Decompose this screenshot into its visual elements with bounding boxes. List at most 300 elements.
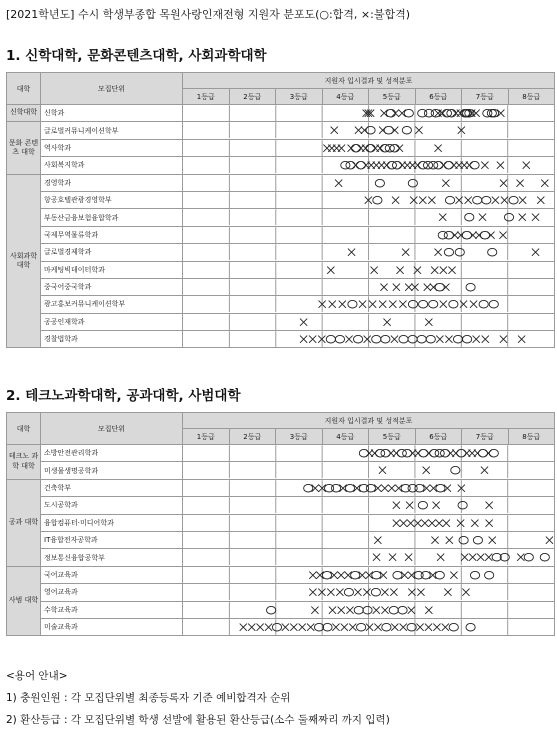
fail-mark [487, 231, 494, 238]
fail-mark [345, 571, 352, 578]
fail-mark [327, 266, 334, 273]
fail-mark [433, 502, 440, 509]
pass-mark [380, 144, 389, 152]
fail-mark [369, 301, 376, 308]
fail-mark [440, 301, 447, 308]
fail-mark [380, 571, 387, 578]
distribution-cell [183, 601, 555, 618]
dept-cell: 미생물생명공학과 [41, 462, 183, 479]
dept-cell: 도시공학과 [41, 497, 183, 514]
fail-mark [330, 571, 337, 578]
table-row [7, 105, 555, 122]
fail-mark [374, 484, 381, 491]
pass-mark [385, 144, 394, 152]
fail-mark [399, 301, 406, 308]
pass-mark [426, 335, 435, 343]
pass-mark [431, 109, 440, 117]
pass-mark [402, 127, 411, 135]
mark-strip [183, 331, 554, 347]
mark-strip [183, 549, 554, 565]
table-row [7, 531, 555, 548]
pass-mark [445, 196, 454, 204]
header-grade: 4등급 [322, 429, 369, 445]
fail-mark [424, 284, 431, 291]
fail-mark [300, 318, 307, 325]
table-row [7, 514, 555, 531]
pass-mark [438, 231, 447, 239]
fail-mark [388, 484, 395, 491]
pass-mark [331, 484, 340, 492]
fail-mark [463, 450, 470, 457]
table-row [7, 445, 555, 462]
header-college: 대학 [7, 413, 41, 445]
fail-mark [379, 301, 386, 308]
pass-mark [418, 162, 427, 170]
fail-mark [389, 554, 396, 561]
fail-mark [393, 284, 400, 291]
fail-mark [460, 301, 467, 308]
fail-mark [423, 467, 430, 474]
pass-mark [492, 554, 501, 562]
pass-mark [389, 606, 398, 614]
fail-mark [362, 162, 369, 169]
fail-mark [433, 624, 440, 631]
pass-mark [351, 571, 360, 579]
fail-mark [372, 144, 379, 151]
dept-cell: 신학과 [41, 105, 183, 122]
table-row [7, 157, 555, 174]
fail-mark [329, 606, 336, 613]
dept-cell: 항공호텔관광경영학부 [41, 191, 183, 208]
fail-mark [436, 519, 443, 526]
fail-mark [390, 589, 397, 596]
pass-mark [504, 214, 513, 222]
distribution-cell [183, 331, 555, 348]
fail-mark [431, 266, 438, 273]
header-grade: 2등급 [229, 89, 276, 105]
pass-mark [351, 144, 360, 152]
college-cell: 테크노 과학 대학 [7, 445, 41, 480]
pass-mark [314, 623, 323, 631]
table-row [7, 174, 555, 191]
fail-mark [404, 162, 411, 169]
pass-mark [447, 109, 456, 117]
dept-cell: 공공인재학과 [41, 313, 183, 330]
pass-mark [455, 249, 464, 257]
fail-mark [541, 179, 548, 186]
mark-strip [183, 619, 554, 635]
fail-mark [500, 179, 507, 186]
pass-mark [384, 127, 393, 135]
pass-mark [414, 571, 423, 579]
pass-mark [372, 571, 381, 579]
fail-mark [359, 301, 366, 308]
pass-mark [344, 589, 353, 597]
fail-mark [442, 179, 449, 186]
pass-mark [341, 162, 350, 170]
fail-mark [391, 127, 398, 134]
fail-mark [327, 589, 334, 596]
fail-mark [458, 127, 465, 134]
table-row [7, 244, 555, 261]
pass-mark [444, 231, 453, 239]
fail-mark [430, 284, 437, 291]
pass-mark [429, 162, 438, 170]
header-grade: 7등급 [462, 429, 509, 445]
fail-mark [450, 162, 457, 169]
fail-mark [414, 450, 421, 457]
fail-mark [329, 301, 336, 308]
mark-strip [183, 140, 554, 156]
fail-mark [387, 450, 394, 457]
distribution-table-2 [6, 412, 555, 636]
dept-cell: 역사학과 [41, 139, 183, 156]
fail-mark [361, 127, 368, 134]
pass-mark [272, 623, 281, 631]
dept-cell: 영어교육과 [41, 584, 183, 601]
pass-mark [458, 502, 467, 510]
fail-mark [380, 110, 387, 117]
pass-mark [421, 571, 430, 579]
dept-cell: 마케팅빅데이터학과 [41, 261, 183, 278]
mark-strip [183, 314, 554, 330]
fail-mark [481, 467, 488, 474]
mark-strip [183, 122, 554, 138]
pass-mark [485, 571, 494, 579]
pass-mark [373, 196, 382, 204]
fail-mark [377, 144, 384, 151]
pass-mark [451, 467, 460, 475]
dept-cell: 소방안전관리학과 [41, 445, 183, 462]
header-distribution: 지원자 입시결과 및 성적분포 [183, 413, 555, 429]
fail-mark [445, 336, 452, 343]
pass-mark [489, 301, 498, 309]
fail-mark [461, 162, 468, 169]
pass-mark [393, 571, 402, 579]
pass-mark [435, 571, 444, 579]
pass-mark [401, 484, 410, 492]
distribution-cell [183, 479, 555, 496]
fail-mark [337, 571, 344, 578]
header-grade: 1등급 [183, 429, 230, 445]
table-row [7, 278, 555, 295]
pass-mark [463, 109, 472, 117]
fail-mark [440, 162, 447, 169]
pass-mark [323, 623, 332, 631]
pass-mark [399, 335, 408, 343]
fail-mark [461, 554, 468, 561]
fail-mark [341, 624, 348, 631]
fail-mark [362, 144, 369, 151]
fail-mark [381, 606, 388, 613]
fail-mark [436, 336, 443, 343]
fail-mark [309, 589, 316, 596]
mark-strip [183, 296, 554, 312]
mark-strip [183, 279, 554, 295]
header-grade: 8등급 [508, 89, 555, 105]
college-cell: 공과 대학 [7, 479, 41, 566]
fail-mark [345, 336, 352, 343]
pass-mark [473, 536, 482, 544]
glossary-line-2: 2) 환산등급 : 각 모집단위별 학생 선발에 활용된 환산등급(소수 둘째짜리 까지 입력) [6, 714, 390, 726]
mark-strip [183, 105, 554, 121]
pass-mark [434, 162, 443, 170]
fail-mark [365, 110, 372, 117]
fail-mark [428, 197, 435, 204]
fail-mark [519, 197, 526, 204]
pass-mark [435, 449, 444, 457]
fail-mark [468, 110, 475, 117]
fail-mark [400, 624, 407, 631]
pass-mark [509, 196, 518, 204]
table-row [7, 313, 555, 330]
fail-mark [349, 624, 356, 631]
fail-mark [408, 606, 415, 613]
fail-mark [309, 571, 316, 578]
pass-mark [463, 335, 472, 343]
fail-mark [392, 197, 399, 204]
fail-mark [485, 554, 492, 561]
fail-mark [501, 197, 508, 204]
pass-mark [387, 162, 396, 170]
fail-mark [364, 336, 371, 343]
fail-mark [323, 144, 330, 151]
fail-mark [457, 110, 464, 117]
header-grade: 3등급 [276, 89, 323, 105]
dept-cell: 미술교육과 [41, 618, 183, 635]
fail-mark [368, 162, 375, 169]
header-grade: 4등급 [322, 89, 369, 105]
fail-mark [546, 537, 553, 544]
dept-cell: 글로벌커뮤니케이션학부 [41, 122, 183, 139]
glossary-line-1: 1) 충원인원 : 각 모집단위별 최종등록자 기준 예비합격자 순위 [6, 692, 291, 704]
dept-cell: 사회복지학과 [41, 157, 183, 174]
dept-cell: 수학교육과 [41, 601, 183, 618]
pass-mark [363, 606, 372, 614]
fail-mark [469, 450, 476, 457]
fail-mark [331, 127, 338, 134]
fail-mark [473, 336, 480, 343]
fail-mark [437, 554, 444, 561]
fail-mark [470, 301, 477, 308]
pass-mark [392, 162, 401, 170]
fail-mark [435, 144, 442, 151]
mark-strip [183, 157, 554, 173]
table-row [7, 261, 555, 278]
fail-mark [398, 110, 405, 117]
pass-mark [435, 283, 444, 291]
fail-mark [450, 571, 457, 578]
table-row [7, 139, 555, 156]
distribution-cell [183, 514, 555, 531]
fail-mark [410, 197, 417, 204]
fail-mark [319, 484, 326, 491]
fail-mark [425, 450, 432, 457]
dept-cell: 국제무역물류학과 [41, 226, 183, 243]
distribution-cell [183, 139, 555, 156]
mark-strip [183, 584, 554, 600]
fail-mark [366, 624, 373, 631]
pass-mark [444, 162, 453, 170]
distribution-cell [183, 209, 555, 226]
fail-mark [518, 336, 525, 343]
fail-mark [451, 231, 458, 238]
pass-mark [403, 449, 412, 457]
fail-mark [307, 624, 314, 631]
fail-mark [414, 266, 421, 273]
distribution-cell [183, 122, 555, 139]
pass-mark [429, 301, 438, 309]
mark-strip [183, 567, 554, 583]
pass-mark [480, 231, 489, 239]
mark-strip [183, 515, 554, 531]
header-dept: 모집단위 [41, 413, 183, 445]
fail-mark [448, 266, 455, 273]
fail-mark [479, 214, 486, 221]
fail-mark [391, 624, 398, 631]
fail-mark [477, 554, 484, 561]
fail-mark [300, 336, 307, 343]
dept-cell: 정보통신융합공학부 [41, 549, 183, 566]
fail-mark [430, 484, 437, 491]
fail-mark [383, 318, 390, 325]
fail-mark [519, 214, 526, 221]
pass-mark [460, 109, 469, 117]
fail-mark [332, 624, 339, 631]
pass-mark [354, 606, 363, 614]
pass-mark [356, 162, 365, 170]
pass-mark [430, 449, 439, 457]
fail-mark [378, 162, 385, 169]
fail-mark [474, 450, 481, 457]
fail-mark [353, 484, 360, 491]
pass-mark [482, 196, 491, 204]
pass-mark [473, 196, 482, 204]
fail-mark [352, 162, 359, 169]
fail-mark [446, 537, 453, 544]
fail-mark [401, 571, 408, 578]
mark-strip [183, 602, 554, 618]
pass-mark [366, 127, 375, 135]
distribution-cell [183, 566, 555, 583]
mark-strip [183, 175, 554, 191]
distribution-cell [183, 244, 555, 261]
fail-mark [473, 110, 480, 117]
fail-mark [439, 110, 446, 117]
fail-mark [407, 519, 414, 526]
fail-mark [392, 110, 399, 117]
pass-mark [444, 249, 453, 257]
fail-mark [442, 624, 449, 631]
pass-mark [371, 589, 380, 597]
fail-mark [414, 519, 421, 526]
fail-mark [393, 502, 400, 509]
pass-mark [449, 623, 458, 631]
fail-mark [371, 450, 378, 457]
fail-mark [409, 450, 416, 457]
pass-mark [483, 109, 492, 117]
mark-strip [183, 244, 554, 260]
pass-mark [479, 301, 488, 309]
fail-mark [402, 249, 409, 256]
fail-mark [399, 162, 406, 169]
table-row [7, 226, 555, 243]
pass-mark [408, 335, 417, 343]
fail-mark [434, 110, 441, 117]
fail-mark [366, 450, 373, 457]
fail-mark [240, 624, 247, 631]
fail-mark [414, 162, 421, 169]
dept-cell: 중국어중국학과 [41, 278, 183, 295]
fail-mark [309, 336, 316, 343]
dept-cell: 건축학부 [41, 479, 183, 496]
fail-mark [440, 266, 447, 273]
fail-mark [393, 450, 400, 457]
pass-mark [466, 283, 475, 291]
dept-cell: 광고홍보커뮤니케이션학부 [41, 296, 183, 313]
fail-mark [374, 624, 381, 631]
mark-strip [183, 209, 554, 225]
pass-mark [386, 109, 395, 117]
pass-mark [459, 536, 468, 544]
pass-mark [322, 571, 331, 579]
mark-strip [183, 445, 554, 461]
fail-mark [338, 606, 345, 613]
fail-mark [532, 214, 539, 221]
fail-mark [458, 484, 465, 491]
distribution-cell [183, 618, 555, 635]
fail-mark [328, 144, 335, 151]
fail-mark [411, 284, 418, 291]
header-grade: 5등급 [369, 429, 416, 445]
fail-mark [439, 214, 446, 221]
fail-mark [481, 162, 488, 169]
fail-mark [339, 301, 346, 308]
pass-mark [466, 623, 475, 631]
pass-mark [407, 623, 416, 631]
fail-mark [457, 231, 464, 238]
pass-mark [325, 484, 334, 492]
fail-mark [265, 624, 272, 631]
mark-strip [183, 480, 554, 496]
table-row [7, 122, 555, 139]
fail-mark [415, 127, 422, 134]
fail-mark [355, 127, 362, 134]
fail-mark [482, 336, 489, 343]
fail-mark [357, 144, 364, 151]
distribution-cell [183, 174, 555, 191]
pass-mark [408, 484, 417, 492]
fail-mark [339, 484, 346, 491]
pass-mark [524, 554, 533, 562]
fail-mark [381, 484, 388, 491]
fail-mark [374, 537, 381, 544]
pass-mark [465, 214, 474, 222]
pass-mark [408, 179, 417, 187]
fail-mark [391, 336, 398, 343]
distribution-cell [183, 313, 555, 330]
fail-mark [417, 589, 424, 596]
pass-mark [346, 162, 355, 170]
pass-mark [345, 484, 354, 492]
fail-mark [380, 284, 387, 291]
pass-mark [366, 144, 375, 152]
pass-mark [488, 249, 497, 257]
fail-mark [318, 589, 325, 596]
pass-mark [415, 484, 424, 492]
pass-mark [408, 301, 417, 309]
pass-mark [470, 162, 479, 170]
